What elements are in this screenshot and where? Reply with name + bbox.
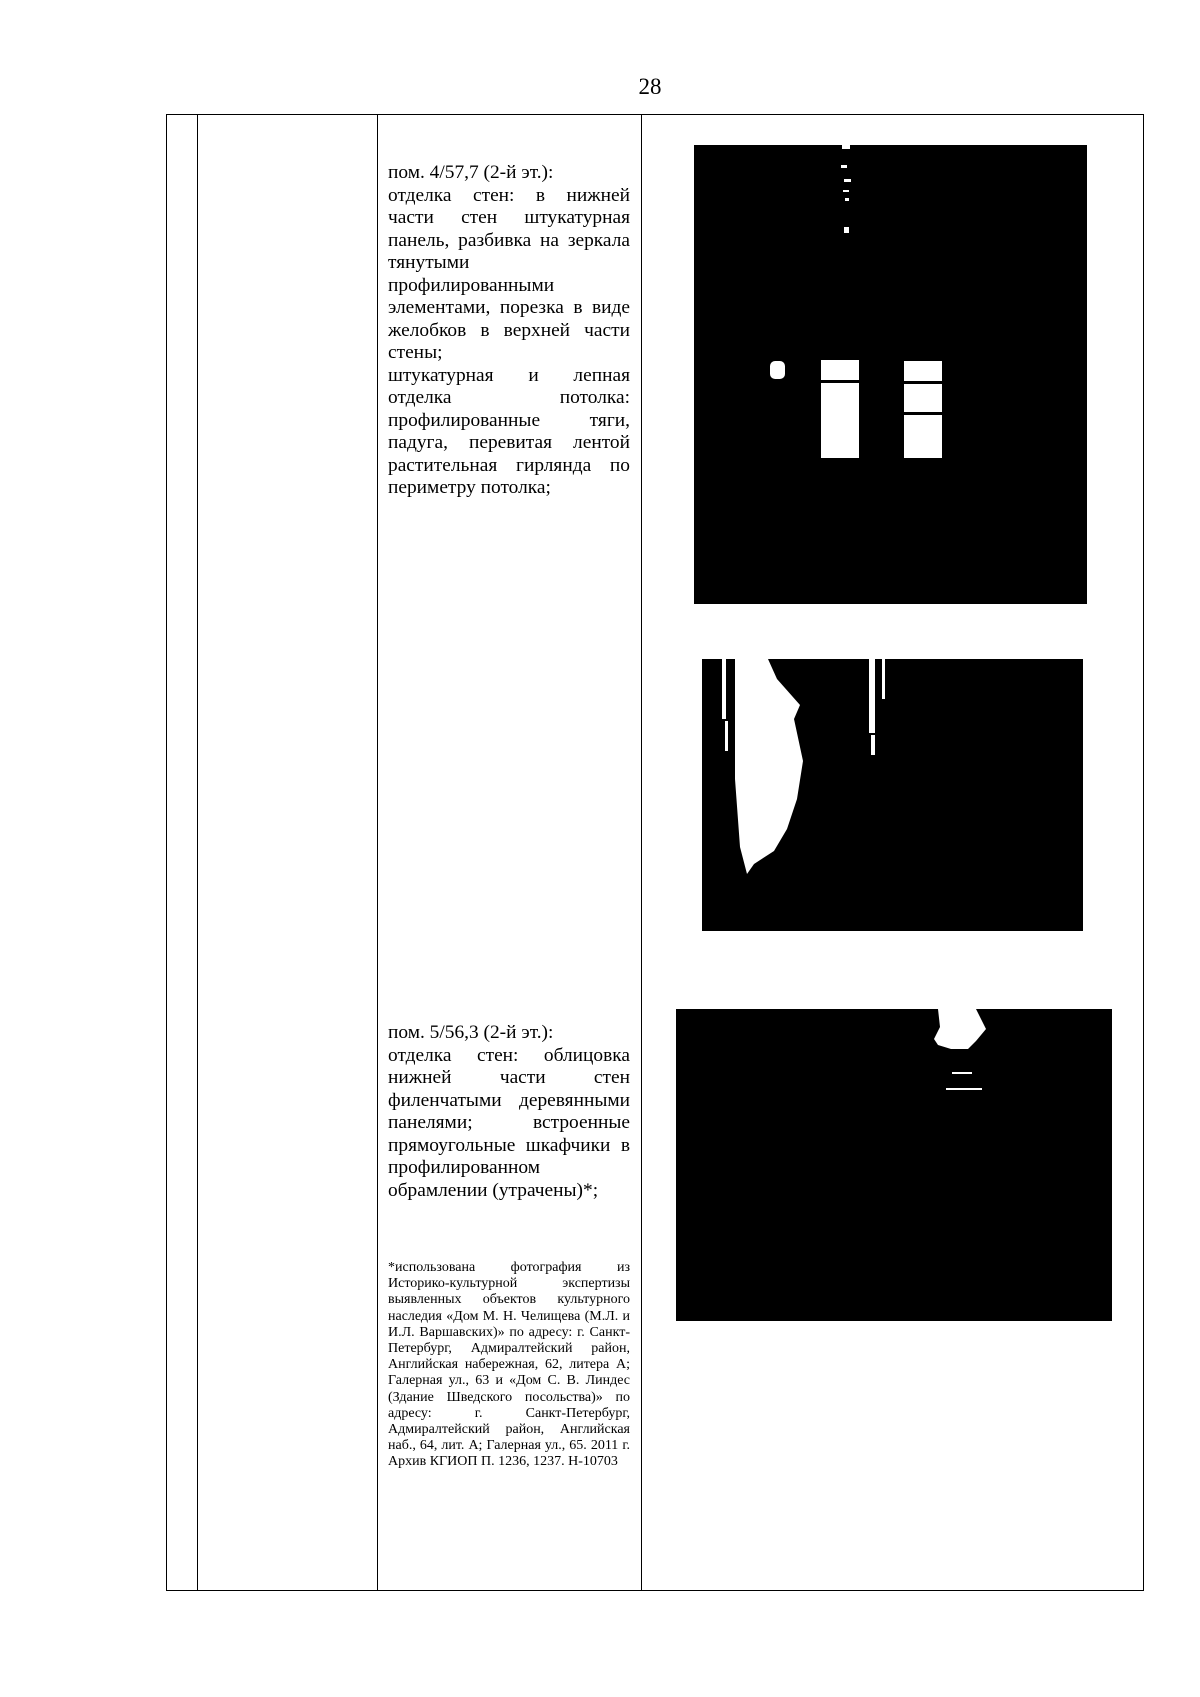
room-4-description bbox=[388, 162, 630, 500]
column-divider bbox=[377, 115, 378, 1590]
room-5-heading: пом. 5/56,3 (2-й эт.): bbox=[388, 1022, 554, 1043]
column-divider bbox=[197, 115, 198, 1590]
room-4-ceiling-finish: штукатурная и лепная отделка потолка: профилированные тяги, падуга, перевитая лентой растительная гирлянда по периметру потолка; bbox=[388, 364, 630, 498]
page-number: 28 bbox=[638, 74, 662, 99]
photo-source-footnote: *использована фотография из Историко-культурной экспертизы выявленных объектов культурного наследия «Дом М. Н. Челищева (М.Л. и И.Л. Варшавских)» по адресу: г. Санкт-Петербург, Адмиралтейский район, Английская набережная, 62, литера А; Галерная ул., 63 и «Дом С. В. Линдес (Здание Шведского посольства)» по адресу: г. Санкт-Петербург, Адмиралтейский район, Английская наб., 64, лит. А; Галерная ул., 65. 2011 г. Архив КГИОП П. 1236, 1237. Н-10703 bbox=[388, 1260, 630, 1470]
room-4-photo-windows bbox=[694, 145, 1087, 604]
room-4-wall-finish: отделка стен: в нижней части стен штукатурная панель, разбивка на зеркала тянутыми профилированными элементами, порезка в виде желобков в верхней части стены; bbox=[388, 184, 630, 363]
column-divider bbox=[641, 115, 642, 1590]
room-4-heading: пом. 4/57,7 (2-й эт.): bbox=[388, 162, 554, 183]
room-4-photo-corner bbox=[702, 659, 1083, 931]
room-5-description bbox=[388, 1022, 630, 1202]
room-5-photo bbox=[676, 1009, 1112, 1321]
room-5-wall-finish: отделка стен: облицовка нижней части стен филенчатыми деревянными панелями; встроенные прямоугольные шкафчики в профилированном обрамлении (утрачены)*; bbox=[388, 1044, 630, 1201]
